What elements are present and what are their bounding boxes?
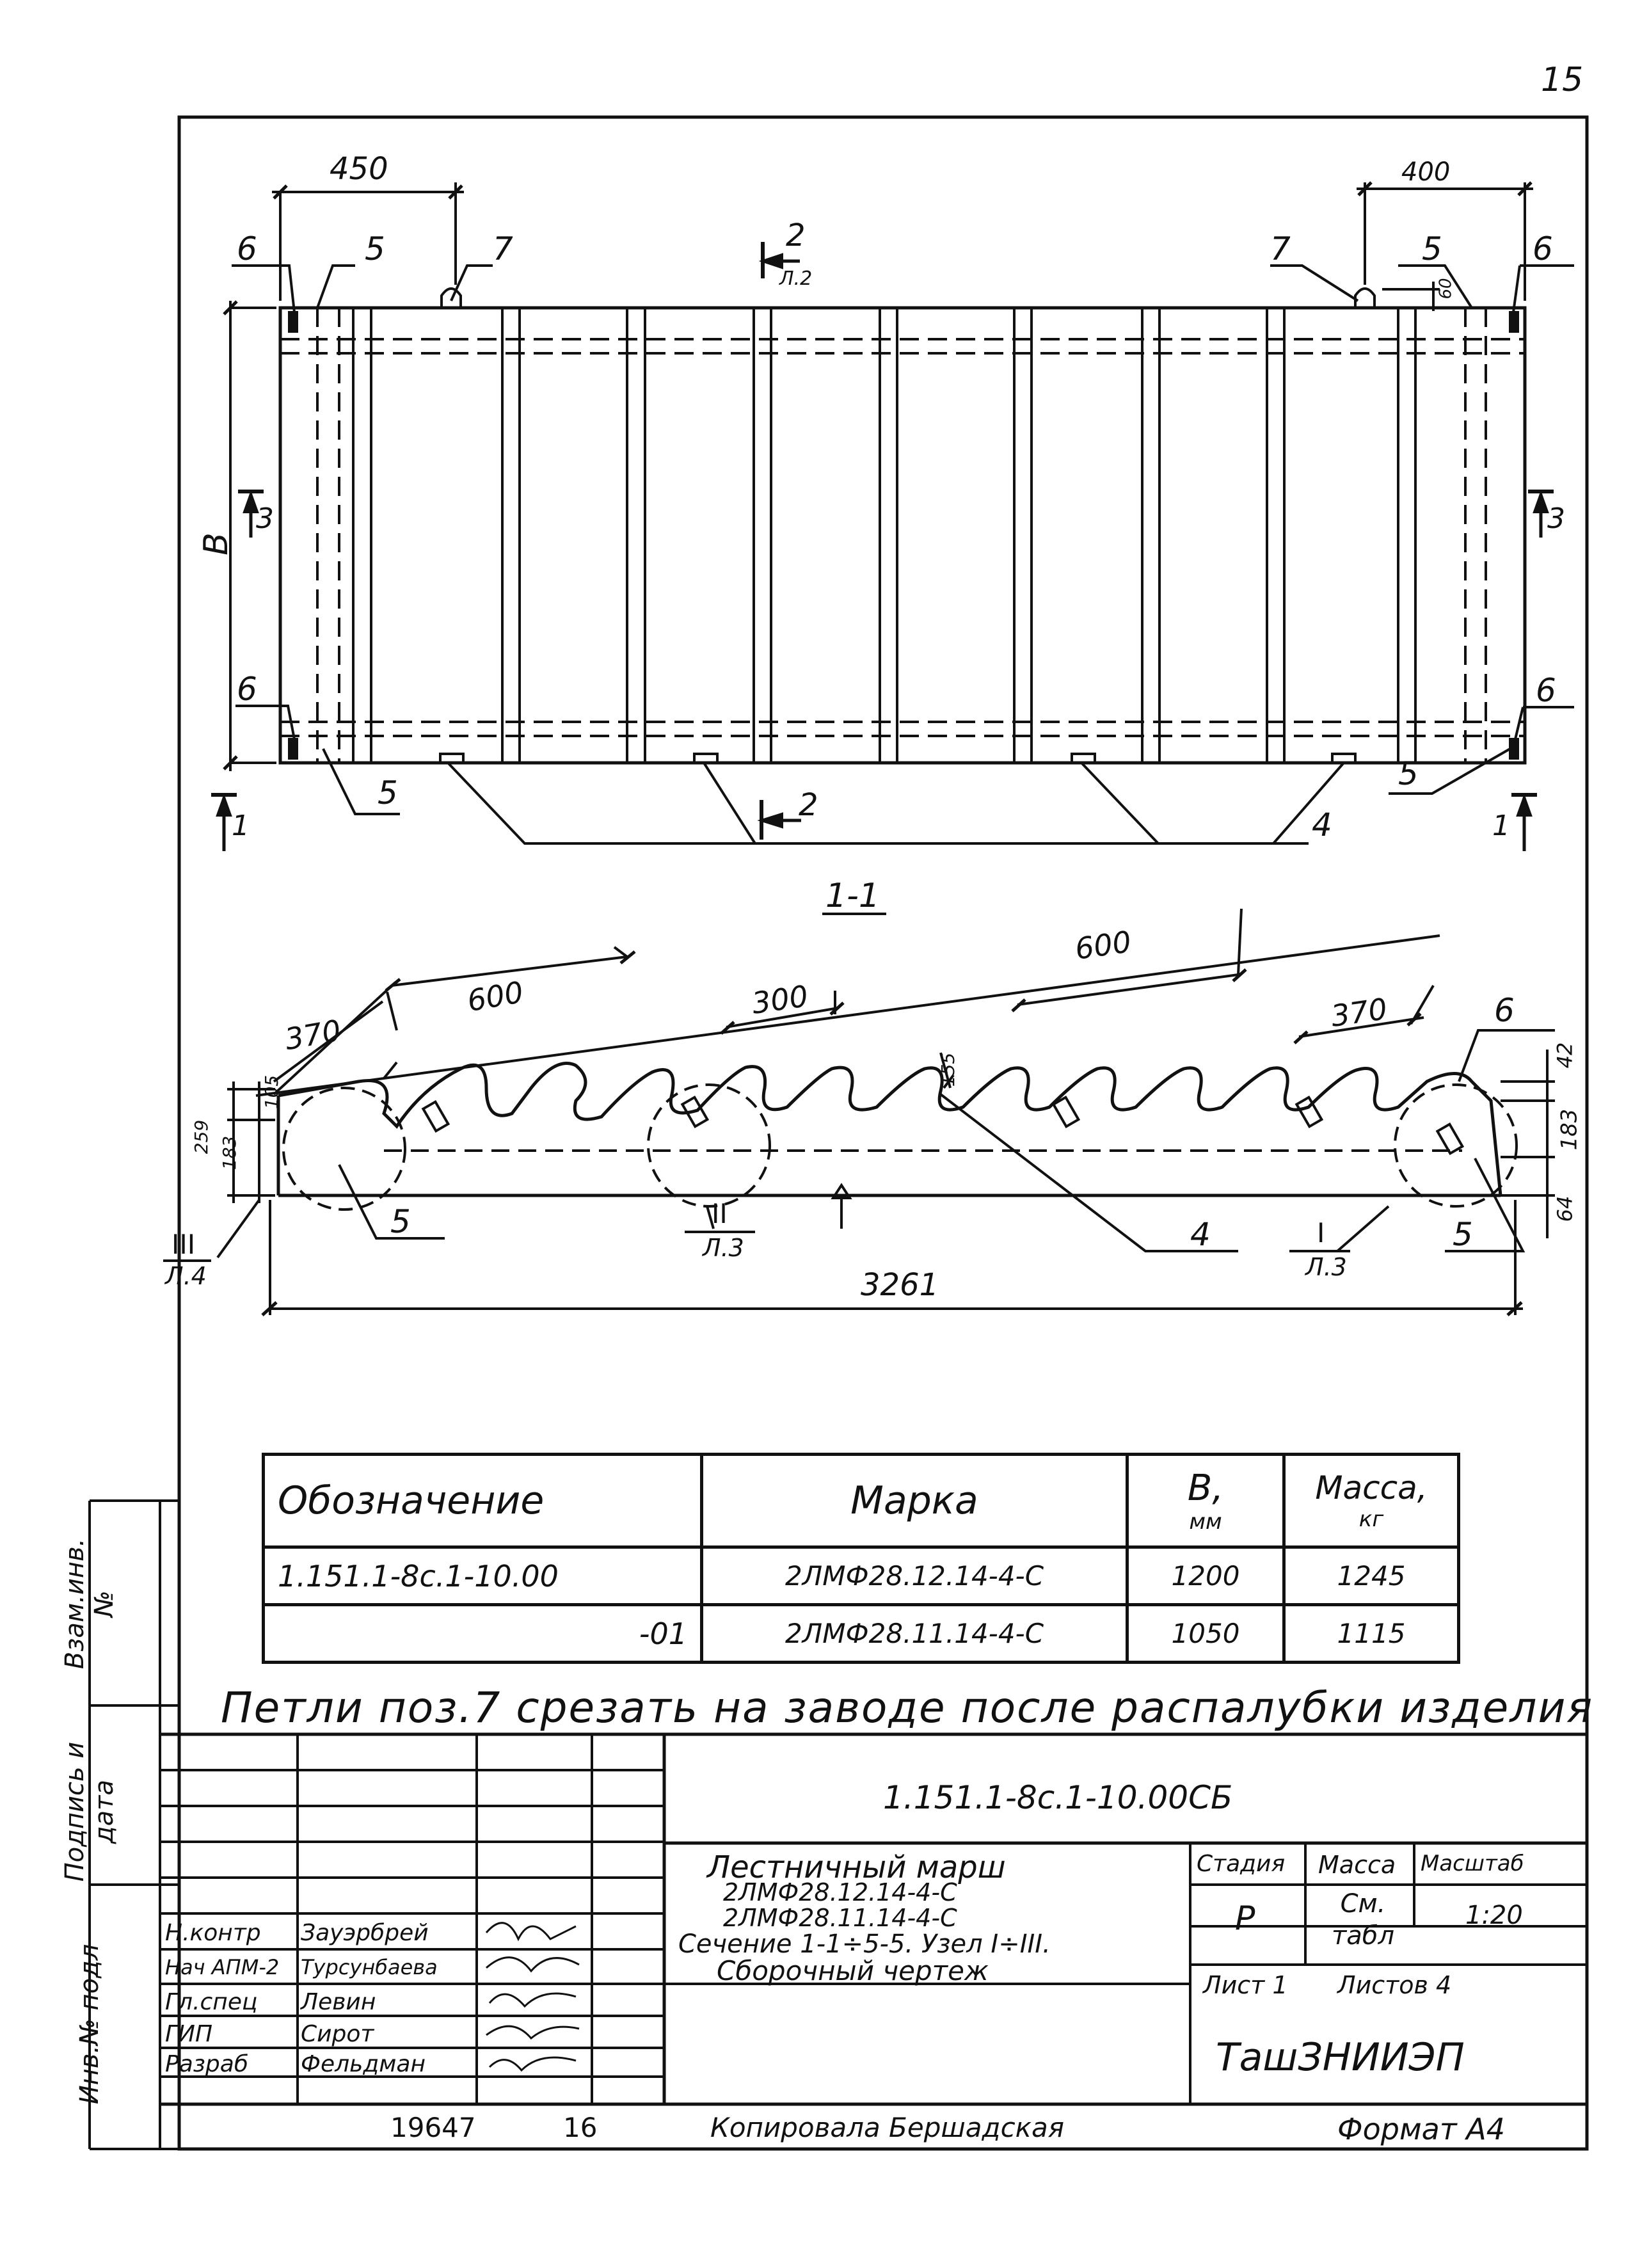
name-1: Зауэрбрей	[301, 1920, 429, 1946]
row2-mass: 1115	[1284, 1605, 1459, 1663]
node-ref-2: II	[712, 1198, 728, 1229]
title-line-4: Сечение 1-1÷5-5. Узел I÷III.	[678, 1929, 1051, 1959]
pos-4-section: 4	[1190, 1216, 1211, 1253]
title-line-5: Сборочный чертеж	[717, 1955, 989, 1986]
scale-label: Масштаб	[1421, 1851, 1524, 1876]
node-ref-2-sheet: Л.3	[703, 1234, 744, 1262]
name-5: Фельдман	[301, 2051, 426, 2077]
pos-4-plan: 4	[1312, 806, 1332, 843]
sheet-number: 15	[1541, 61, 1584, 99]
node-ref-3: III	[171, 1229, 196, 1260]
row1-mass: 1245	[1284, 1547, 1459, 1605]
dim-600-left: 600	[464, 974, 526, 1019]
pos-6-tr: 6	[1533, 230, 1553, 268]
section-mark-1-left: 1	[232, 810, 250, 842]
name-2: Турсунбаева	[301, 1955, 438, 1979]
dim-155: 155	[937, 1052, 959, 1087]
pos-6-section: 6	[1494, 992, 1515, 1029]
row1-brand: 2ЛМФ28.12.14-4-С	[702, 1547, 1127, 1605]
dim-183-right: 183	[1556, 1108, 1582, 1151]
row2-brand: 2ЛМФ28.11.14-4-С	[702, 1605, 1127, 1663]
dim-B: B	[196, 532, 235, 555]
mass-value: См. табл	[1331, 1889, 1395, 1951]
section-mark-1-right: 1	[1492, 810, 1510, 842]
plan-view	[211, 182, 1574, 851]
dim-183-left: 183	[219, 1135, 241, 1170]
pos-5-br: 5	[1398, 755, 1419, 792]
page-number: 16	[563, 2112, 598, 2143]
dim-600-right: 600	[1072, 924, 1134, 966]
table-row	[264, 1547, 1459, 1605]
row2-designation: -01	[264, 1605, 702, 1663]
hdr-mass-unit: кг	[1358, 1506, 1384, 1532]
pos-5-tr: 5	[1422, 230, 1442, 268]
stage-label: Стадия	[1197, 1851, 1286, 1877]
dim-105: 105	[261, 1074, 283, 1110]
stamp-inv-replace: Взам.инв.№	[60, 1538, 119, 1670]
hdr-b-label: B,	[1187, 1467, 1224, 1509]
node-ref-3-sheet: Л.4	[165, 1262, 207, 1290]
pos-7-tl: 7	[493, 230, 513, 268]
pos-6-br: 6	[1536, 672, 1556, 709]
doc-code: 1.151.1-8с.1-10.00СБ	[883, 1779, 1233, 1816]
stamp-sign-date: Подпись и дата	[60, 1741, 119, 1882]
format: Формат А4	[1337, 2112, 1505, 2146]
hdr-b	[1127, 1455, 1284, 1547]
pos-6-bl: 6	[237, 671, 257, 708]
pos-5-section-left: 5	[390, 1203, 411, 1240]
hdr-b-unit: мм	[1189, 1508, 1222, 1535]
sheet-no: Лист 1	[1203, 1971, 1288, 1999]
dim-300: 300	[749, 978, 811, 1021]
section-mark-3-left: 3	[256, 502, 274, 535]
role-2: Нач АПМ-2	[165, 1955, 280, 1979]
dim-450: 450	[330, 151, 388, 187]
title-line-2: 2ЛМФ28.12.14-4-С	[723, 1878, 957, 1906]
stamp-inv-orig: Инв.№ подл	[75, 1944, 104, 2105]
section-mark-2-sheet: Л.2	[779, 268, 813, 290]
node-ref-1-sheet: Л.3	[1305, 1253, 1347, 1281]
dim-400: 400	[1401, 157, 1451, 187]
title-line-3: 2ЛМФ28.11.14-4-С	[723, 1904, 957, 1932]
table-row	[264, 1605, 1459, 1663]
node-ref-1: I	[1317, 1217, 1325, 1249]
organization: ТашЗНИИЭП	[1216, 2035, 1465, 2080]
copied-by: Копировала Бершадская	[710, 2112, 1065, 2143]
hdr-designation: Обозначение	[264, 1455, 702, 1547]
hdr-mass	[1284, 1455, 1459, 1547]
role-5: Разраб	[165, 2051, 249, 2077]
row2-b: 1050	[1127, 1605, 1284, 1663]
dim-3261: 3261	[861, 1267, 939, 1303]
dim-370-right: 370	[1328, 991, 1390, 1034]
spec-table	[262, 1453, 1460, 1664]
row1-designation: 1.151.1-8с.1-10.00	[264, 1547, 702, 1605]
section-mark-2-top: 2	[786, 218, 806, 253]
role-4: ГИП	[165, 2021, 213, 2047]
hdr-brand: Марка	[702, 1455, 1127, 1547]
section-mark-3-right: 3	[1547, 502, 1565, 535]
name-3: Левин	[301, 1989, 376, 2015]
spec-header-row	[264, 1455, 1459, 1547]
pos-7-tr: 7	[1270, 230, 1291, 268]
dim-42: 42	[1552, 1042, 1577, 1069]
fabrication-note: Петли поз.7 срезать на заводе после распалубки изделия	[221, 1683, 1594, 1732]
pos-5-tl: 5	[365, 230, 385, 268]
inventory-number: 19647	[390, 2112, 476, 2143]
hdr-mass-label: Масса,	[1315, 1469, 1428, 1506]
pos-5-section-right: 5	[1453, 1216, 1473, 1253]
section-mark-2-bottom: 2	[799, 787, 818, 823]
pos-6-tl: 6	[237, 230, 257, 268]
section-title: 1-1	[825, 877, 880, 915]
dim-259: 259	[191, 1119, 212, 1154]
sheets-total: Листов 4	[1337, 1971, 1452, 1999]
title-line-1: Лестничный марш	[707, 1849, 1006, 1885]
mass-label: Масса	[1318, 1851, 1396, 1879]
role-3: Гл.спец	[165, 1989, 258, 2015]
row1-b: 1200	[1127, 1547, 1284, 1605]
name-4: Сирот	[301, 2021, 374, 2047]
dim-60: 60	[1436, 278, 1456, 299]
role-1: Н.контр	[165, 1920, 261, 1946]
scale-value: 1:20	[1465, 1901, 1523, 1930]
pos-5-bl: 5	[378, 774, 398, 811]
stage-value: Р	[1235, 1899, 1255, 1938]
dim-64: 64	[1552, 1195, 1577, 1222]
dim-370-left: 370	[282, 1012, 344, 1057]
